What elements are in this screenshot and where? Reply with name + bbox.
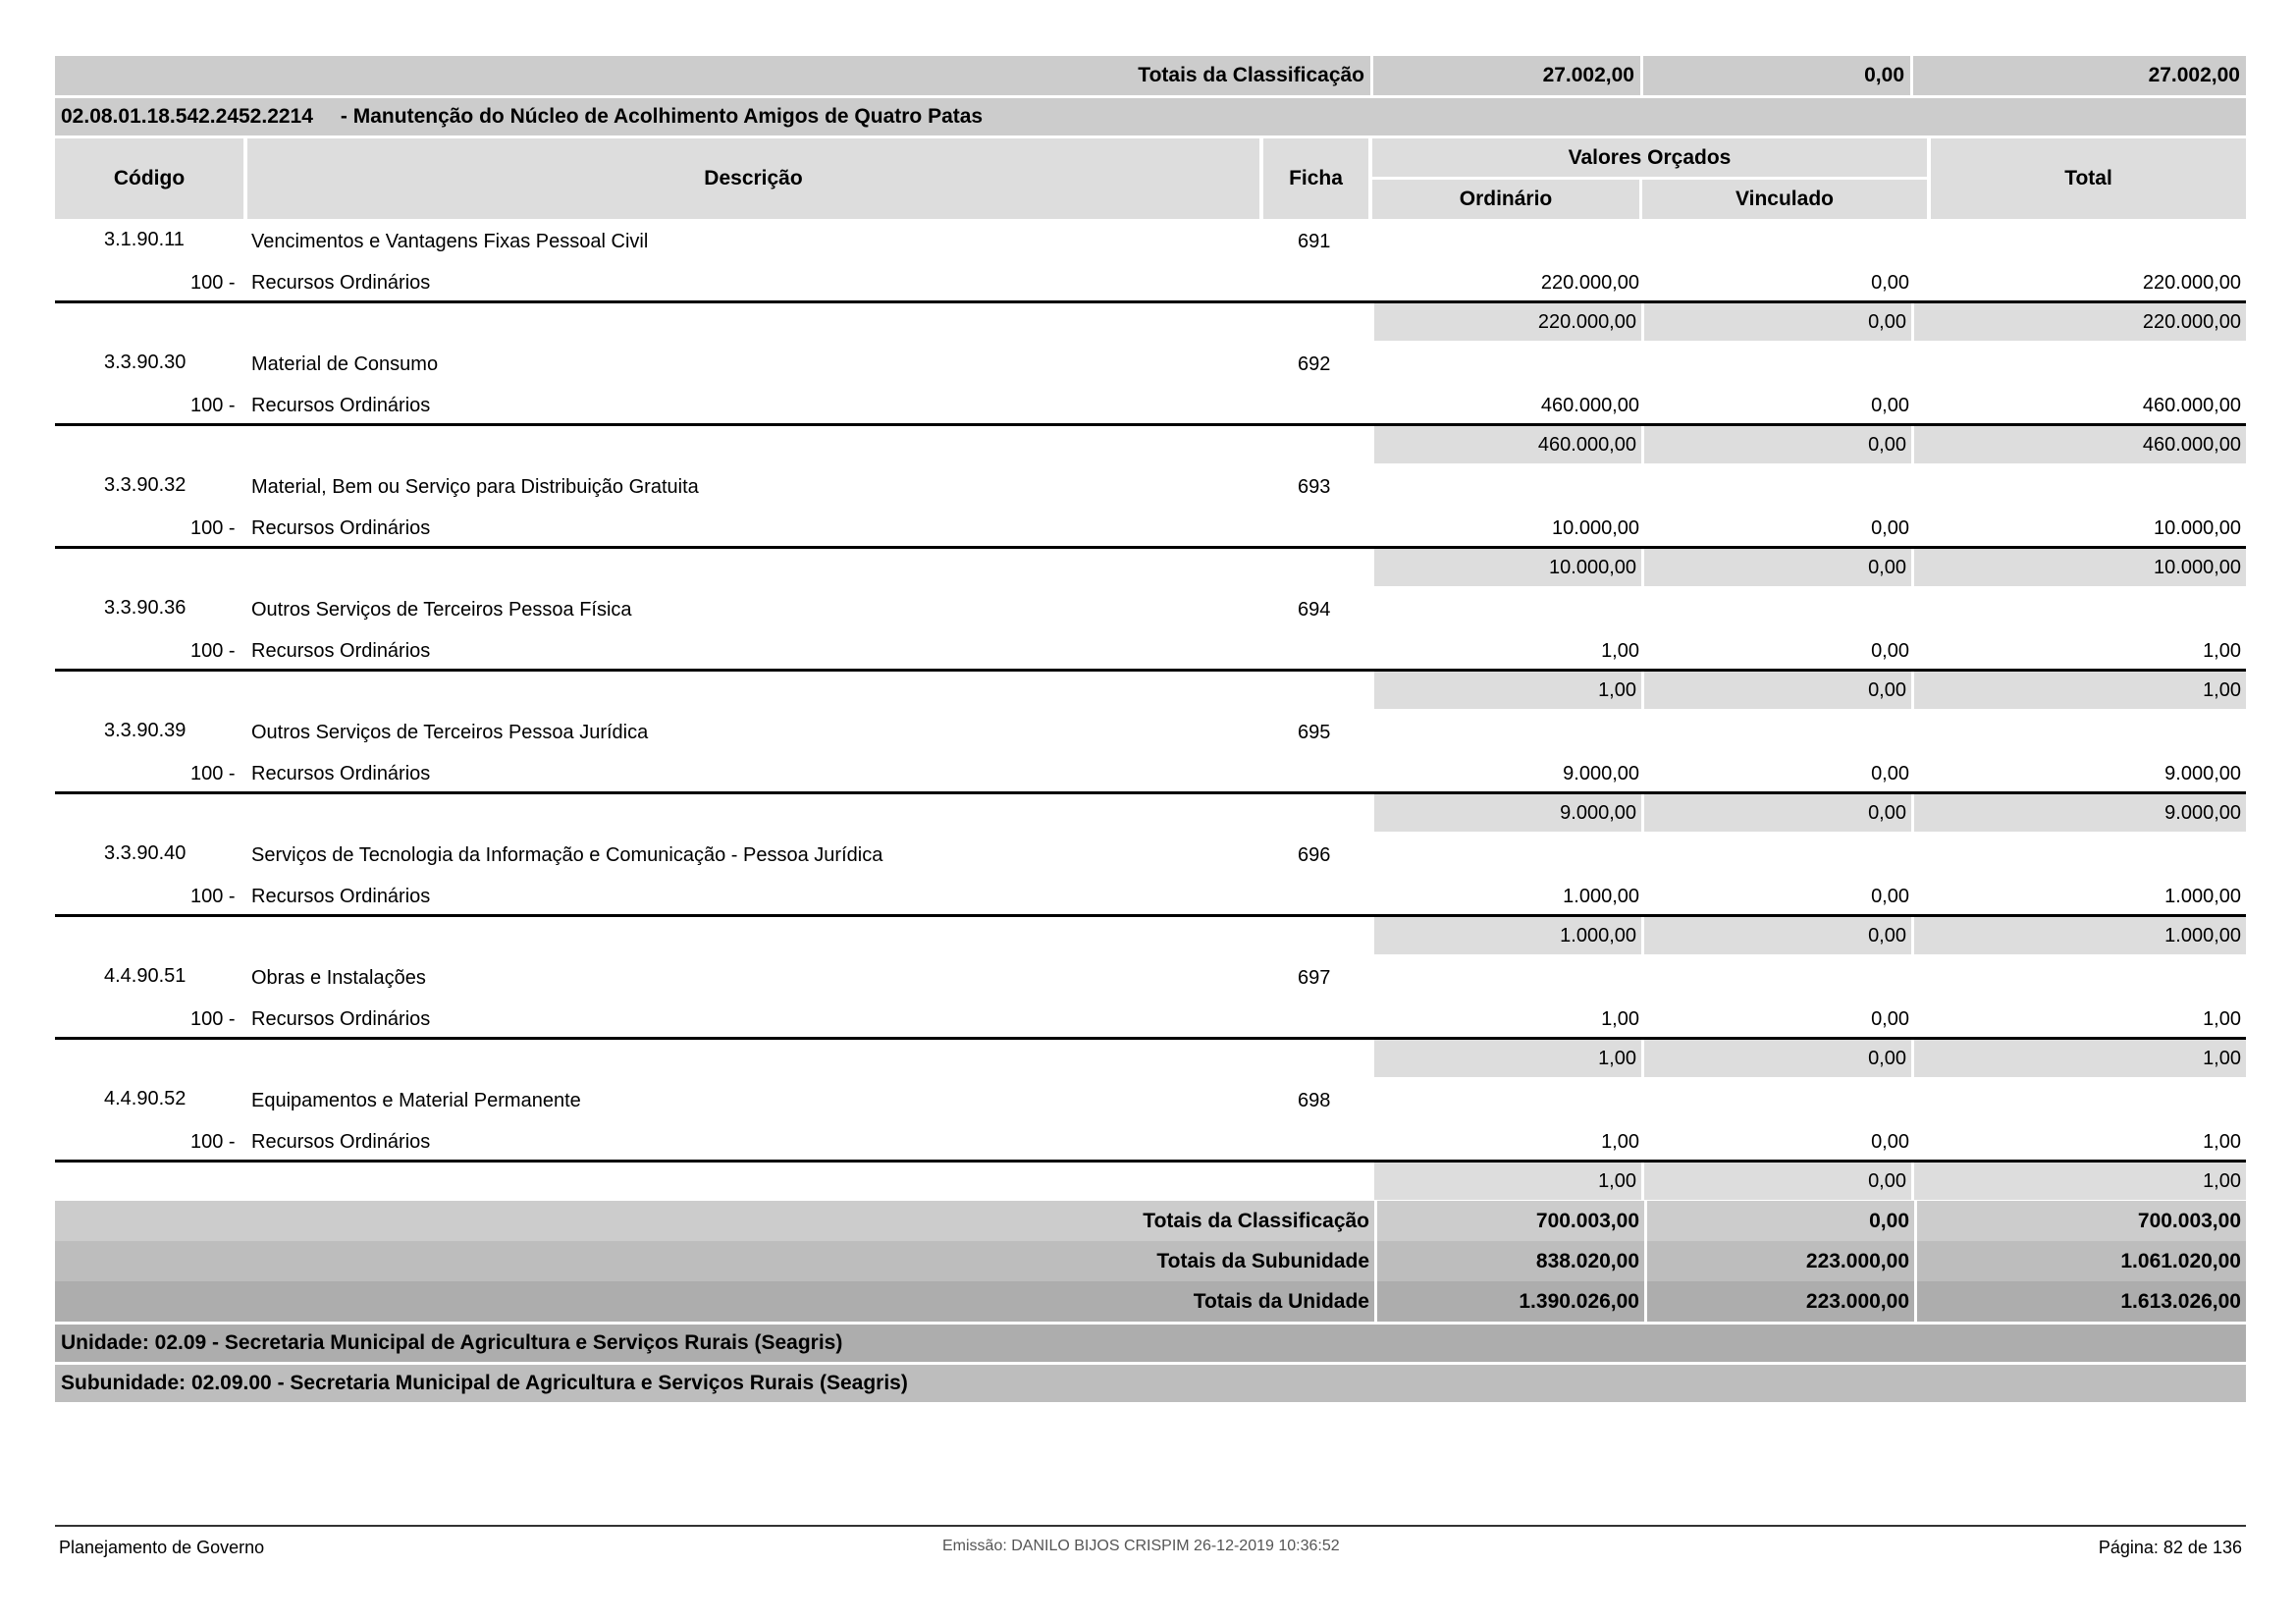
next-subunit-header: Subunidade: 02.09.00 - Secretaria Municipal de Agricultura e Serviços Rurais (Seagris) <box>55 1365 2246 1402</box>
totals-vinculado: 0,00 <box>1640 56 1910 95</box>
col-header-codigo: Código <box>55 138 243 219</box>
item-ficha: 695 <box>1298 722 1331 743</box>
subtotal-total: 9.000,00 <box>1914 794 2246 832</box>
fund-code: 100 - <box>190 763 236 784</box>
fund-vinculado: 0,00 <box>1871 640 1909 662</box>
subtotal-ordinario: 1,00 <box>1374 1163 1641 1200</box>
subtotal-ordinario: 1,00 <box>1374 672 1641 709</box>
subtotal-total: 460.000,00 <box>1914 426 2246 463</box>
expense-item <box>55 1078 2246 1201</box>
program-title: - Manutenção do Núcleo de Acolhimento Amigos de Quatro Patas <box>340 105 984 128</box>
subtotal-total: 1,00 <box>1914 1163 2246 1200</box>
fund-code: 100 - <box>190 272 236 294</box>
fund-code: 100 - <box>190 886 236 907</box>
totals-label: Totais da Subunidade <box>55 1241 1374 1281</box>
item-description: Material, Bem ou Serviço para Distribuição Gratuita <box>251 476 699 498</box>
item-code: 3.1.90.11 <box>104 229 185 250</box>
col-header-ficha: Ficha <box>1263 138 1368 219</box>
fund-ordinario: 1.000,00 <box>1563 886 1639 907</box>
fund-ordinario: 9.000,00 <box>1563 763 1639 784</box>
subtotal-vinculado: 0,00 <box>1644 303 1911 341</box>
fund-vinculado: 0,00 <box>1871 517 1909 539</box>
subtotal-total: 1,00 <box>1914 672 2246 709</box>
footer-page-number: Página: 82 de 136 <box>2098 1538 2242 1557</box>
subtotal-vinculado: 0,00 <box>1644 672 1911 709</box>
totals-label: Totais da Classificação <box>55 56 1370 95</box>
item-code: 3.3.90.30 <box>104 352 187 373</box>
fund-vinculado: 0,00 <box>1871 272 1909 294</box>
expense-item <box>55 464 2246 587</box>
col-header-vinculado: Vinculado <box>1642 180 1927 219</box>
unit-totals-row <box>55 1281 2246 1322</box>
footer-divider <box>55 1525 2246 1527</box>
totals-label: Totais da Unidade <box>55 1281 1374 1322</box>
totals-vinculado: 223.000,00 <box>1644 1281 1914 1322</box>
fund-description: Recursos Ordinários <box>251 1131 431 1153</box>
subtotal-vinculado: 0,00 <box>1644 917 1911 954</box>
fund-vinculado: 0,00 <box>1871 1008 1909 1030</box>
subtotal-vinculado: 0,00 <box>1644 794 1911 832</box>
item-code: 3.3.90.39 <box>104 720 187 741</box>
subtotal-ordinario: 10.000,00 <box>1374 549 1641 586</box>
item-ficha: 696 <box>1298 844 1331 866</box>
fund-total: 220.000,00 <box>2142 272 2241 294</box>
totals-ordinario: 700.003,00 <box>1374 1201 1644 1241</box>
item-code: 4.4.90.51 <box>104 965 187 987</box>
item-description: Equipamentos e Material Permanente <box>251 1090 581 1111</box>
item-description: Outros Serviços de Terceiros Pessoa Jurídica <box>251 722 649 743</box>
fund-code: 100 - <box>190 517 236 539</box>
fund-ordinario: 460.000,00 <box>1540 395 1639 416</box>
fund-total: 1,00 <box>2203 640 2241 662</box>
fund-vinculado: 0,00 <box>1871 763 1909 784</box>
subtotal-total: 1.000,00 <box>1914 917 2246 954</box>
subtotal-ordinario: 460.000,00 <box>1374 426 1641 463</box>
fund-ordinario: 10.000,00 <box>1552 517 1639 539</box>
subtotal-ordinario: 9.000,00 <box>1374 794 1641 832</box>
totals-vinculado: 0,00 <box>1644 1201 1914 1241</box>
subtotal-vinculado: 0,00 <box>1644 1163 1911 1200</box>
expense-item <box>55 710 2246 833</box>
table-column-header <box>55 138 2246 219</box>
subtotal-ordinario: 1.000,00 <box>1374 917 1641 954</box>
fund-description: Recursos Ordinários <box>251 763 431 784</box>
fund-vinculado: 0,00 <box>1871 886 1909 907</box>
subtotal-total: 1,00 <box>1914 1040 2246 1077</box>
totals-vinculado: 223.000,00 <box>1644 1241 1914 1281</box>
item-description: Obras e Instalações <box>251 967 426 989</box>
col-header-total: Total <box>1931 138 2246 219</box>
fund-total: 460.000,00 <box>2142 395 2241 416</box>
item-description: Outros Serviços de Terceiros Pessoa Física <box>251 599 632 621</box>
fund-ordinario: 1,00 <box>1601 640 1639 662</box>
item-description: Material de Consumo <box>251 353 439 375</box>
expense-item <box>55 219 2246 342</box>
footer-system-name: Planejamento de Governo <box>59 1538 265 1557</box>
fund-total: 10.000,00 <box>2154 517 2241 539</box>
fund-description: Recursos Ordinários <box>251 272 431 294</box>
classification-totals-row <box>55 1201 2246 1241</box>
totals-total: 27.002,00 <box>1910 56 2246 95</box>
item-description: Serviços de Tecnologia da Informação e Comunicação - Pessoa Jurídica <box>251 844 883 866</box>
subtotal-vinculado: 0,00 <box>1644 1040 1911 1077</box>
totals-ordinario: 838.020,00 <box>1374 1241 1644 1281</box>
item-description: Vencimentos e Vantagens Fixas Pessoal Civil <box>251 231 649 252</box>
fund-total: 9.000,00 <box>2164 763 2241 784</box>
item-code: 3.3.90.32 <box>104 474 187 496</box>
fund-description: Recursos Ordinários <box>251 517 431 539</box>
totals-label: Totais da Classificação <box>55 1201 1374 1241</box>
subtotal-vinculado: 0,00 <box>1644 549 1911 586</box>
report-page <box>55 56 2246 1402</box>
subtotal-ordinario: 220.000,00 <box>1374 303 1641 341</box>
totals-total: 1.613.026,00 <box>1914 1281 2246 1322</box>
fund-description: Recursos Ordinários <box>251 886 431 907</box>
fund-vinculado: 0,00 <box>1871 395 1909 416</box>
fund-description: Recursos Ordinários <box>251 395 431 416</box>
next-unit-header: Unidade: 02.09 - Secretaria Municipal de Agricultura e Serviços Rurais (Seagris) <box>55 1325 2246 1362</box>
col-header-ordinario: Ordinário <box>1372 180 1639 219</box>
fund-code: 100 - <box>190 1131 236 1153</box>
item-ficha: 691 <box>1298 231 1331 252</box>
totals-total: 700.003,00 <box>1914 1201 2246 1241</box>
item-ficha: 693 <box>1298 476 1331 498</box>
item-ficha: 697 <box>1298 967 1331 989</box>
fund-code: 100 - <box>190 395 236 416</box>
program-section-header <box>55 98 2246 135</box>
fund-vinculado: 0,00 <box>1871 1131 1909 1153</box>
fund-total: 1.000,00 <box>2164 886 2241 907</box>
totals-ordinario: 1.390.026,00 <box>1374 1281 1644 1322</box>
classification-totals-row-top <box>55 56 2246 95</box>
subtotal-ordinario: 1,00 <box>1374 1040 1641 1077</box>
item-code: 3.3.90.40 <box>104 842 187 864</box>
fund-description: Recursos Ordinários <box>251 1008 431 1030</box>
totals-ordinario: 27.002,00 <box>1370 56 1640 95</box>
fund-ordinario: 1,00 <box>1601 1131 1639 1153</box>
footer-emission-info: Emissão: DANILO BIJOS CRISPIM 26-12-2019 10:36:52 <box>942 1538 1340 1554</box>
expense-item <box>55 587 2246 710</box>
item-ficha: 692 <box>1298 353 1331 375</box>
fund-description: Recursos Ordinários <box>251 640 431 662</box>
fund-total: 1,00 <box>2203 1131 2241 1153</box>
fund-code: 100 - <box>190 640 236 662</box>
expense-item <box>55 342 2246 464</box>
subtotal-vinculado: 0,00 <box>1644 426 1911 463</box>
item-ficha: 698 <box>1298 1090 1331 1111</box>
item-code: 3.3.90.36 <box>104 597 187 619</box>
subtotal-total: 10.000,00 <box>1914 549 2246 586</box>
totals-total: 1.061.020,00 <box>1914 1241 2246 1281</box>
program-code: 02.08.01.18.542.2452.2214 <box>61 105 313 128</box>
fund-ordinario: 220.000,00 <box>1540 272 1639 294</box>
col-header-valores-orcados: Valores Orçados <box>1372 138 1927 177</box>
item-code: 4.4.90.52 <box>104 1088 187 1109</box>
fund-ordinario: 1,00 <box>1601 1008 1639 1030</box>
col-header-descricao: Descrição <box>247 138 1259 219</box>
fund-total: 1,00 <box>2203 1008 2241 1030</box>
subunit-totals-row <box>55 1241 2246 1281</box>
item-ficha: 694 <box>1298 599 1331 621</box>
subtotal-total: 220.000,00 <box>1914 303 2246 341</box>
fund-code: 100 - <box>190 1008 236 1030</box>
expense-item <box>55 955 2246 1078</box>
expense-item <box>55 833 2246 955</box>
